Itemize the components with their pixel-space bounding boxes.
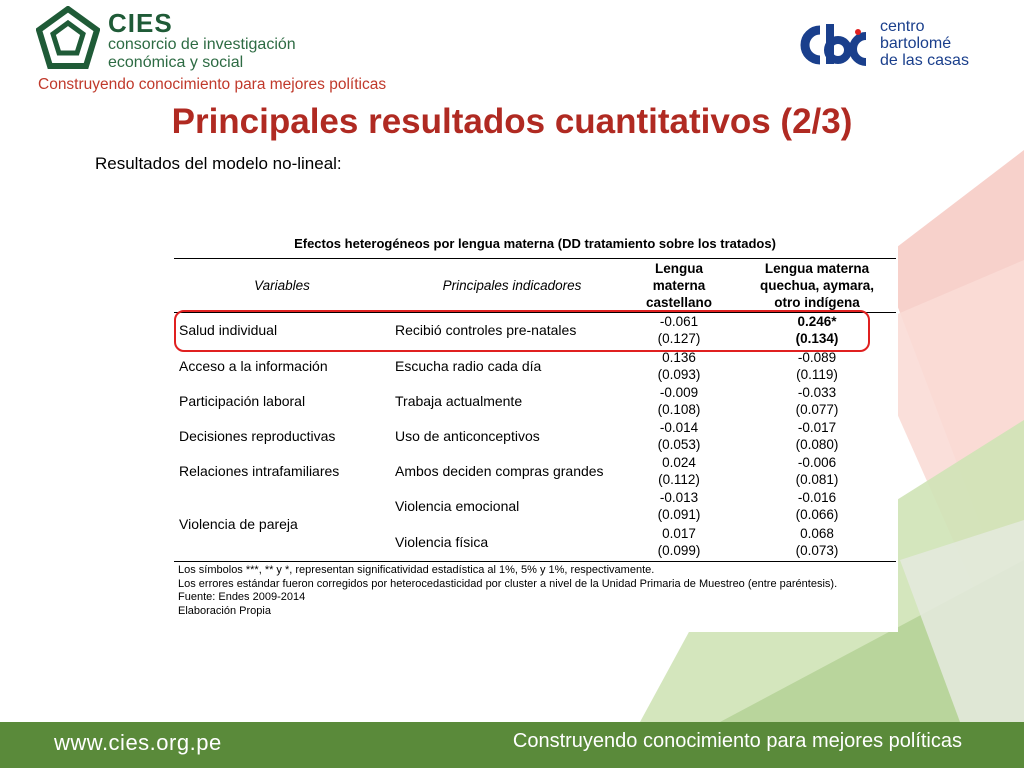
results-table — [172, 230, 898, 632]
table-bottom-rule — [174, 561, 896, 562]
row-value-indigena: -0.033 (0.077) — [795, 385, 839, 417]
footer-bar — [0, 722, 1024, 768]
row-indicator: Ambos deciden compras grandes — [395, 463, 604, 479]
cies-pentagon-icon — [36, 6, 100, 70]
row-value-castellano: -0.014 (0.053) — [657, 420, 701, 452]
table-caption: Efectos heterogéneos por lengua materna (DD tratamiento sobre los tratados) — [294, 236, 776, 251]
cies-tagline: Construyendo conocimiento para mejores políticas — [38, 76, 387, 93]
row-variable: Participación laboral — [179, 393, 306, 409]
note-errors: Los errores estándar fueron corregidos por heterocedasticidad por cluster a nivel de la Unidad Primaria de Muestreo (entre paréntesis). — [178, 577, 838, 590]
row-value-castellano: 0.024 (0.112) — [658, 455, 700, 487]
row-variable: Acceso a la información — [179, 358, 328, 374]
table-top-rule — [174, 258, 896, 259]
note-significance: Los símbolos ***, ** y *, representan significatividad estadística al 1%, 5% y 1%, respectivamente. — [178, 564, 655, 576]
header-indicators: Principales indicadores — [442, 278, 582, 293]
row-value-indigena: 0.246* (0.134) — [795, 314, 839, 346]
row-indicator: Violencia emocional — [395, 498, 520, 514]
cbc-logo — [800, 18, 1000, 72]
row-value-indigena: 0.068 (0.073) — [795, 526, 839, 558]
cbc-mark-icon — [800, 22, 870, 68]
row-value-castellano: 0.136 (0.093) — [657, 350, 701, 382]
row-value-indigena: -0.006 (0.081) — [795, 455, 839, 487]
note-elaboration: Elaboración Propia — [178, 604, 271, 617]
cbc-line-2: bartolomé — [880, 35, 952, 52]
row-indicator: Escucha radio cada día — [395, 358, 542, 374]
cies-line-2: económica y social — [108, 54, 244, 71]
cies-name: CIES — [108, 8, 173, 38]
row-variable: Salud individual — [179, 322, 278, 338]
row-value-indigena: -0.017 (0.080) — [795, 420, 839, 452]
slide-subtitle: Resultados del modelo no-lineal: — [95, 154, 342, 173]
cies-logo — [36, 6, 387, 96]
row-value-castellano: -0.061 (0.127) — [657, 314, 701, 346]
cbc-line-3: de las casas — [880, 52, 969, 69]
row-indicator: Trabaja actualmente — [395, 393, 523, 409]
table-notes — [178, 564, 878, 618]
header-col-indigena: Lengua materna quechua, aymara, otro indígena — [759, 261, 875, 310]
note-source: Fuente: Endes 2009-2014 — [178, 591, 306, 603]
row-variable: Relaciones intrafamiliares — [179, 463, 340, 479]
row-value-castellano: -0.009 (0.108) — [657, 385, 701, 417]
highlight-salud-row — [174, 310, 870, 352]
row-value-indigena: -0.016 (0.066) — [795, 490, 839, 522]
row-value-indigena: -0.089 (0.119) — [796, 350, 838, 382]
slide-title: Principales resultados cuantitativos (2/3) — [171, 102, 853, 141]
footer-url[interactable]: www.cies.org.pe — [54, 730, 222, 755]
row-value-castellano: 0.017 (0.099) — [657, 526, 701, 558]
row-indicator: Uso de anticonceptivos — [395, 428, 540, 444]
row-indicator: Violencia física — [395, 534, 489, 550]
header-col-castellano: Lengua materna castellano — [645, 261, 713, 310]
row-value-castellano: -0.013 (0.091) — [657, 490, 701, 522]
cbc-line-1: centro — [880, 18, 925, 35]
row-variable: Violencia de pareja — [179, 516, 298, 532]
row-indicator: Recibió controles pre-natales — [395, 322, 577, 338]
header-variables: Variables — [254, 278, 310, 293]
row-variable: Decisiones reproductivas — [179, 428, 336, 444]
footer-tagline: Construyendo conocimiento para mejores políticas — [512, 730, 962, 752]
cies-line-1: consorcio de investigación — [108, 36, 296, 53]
